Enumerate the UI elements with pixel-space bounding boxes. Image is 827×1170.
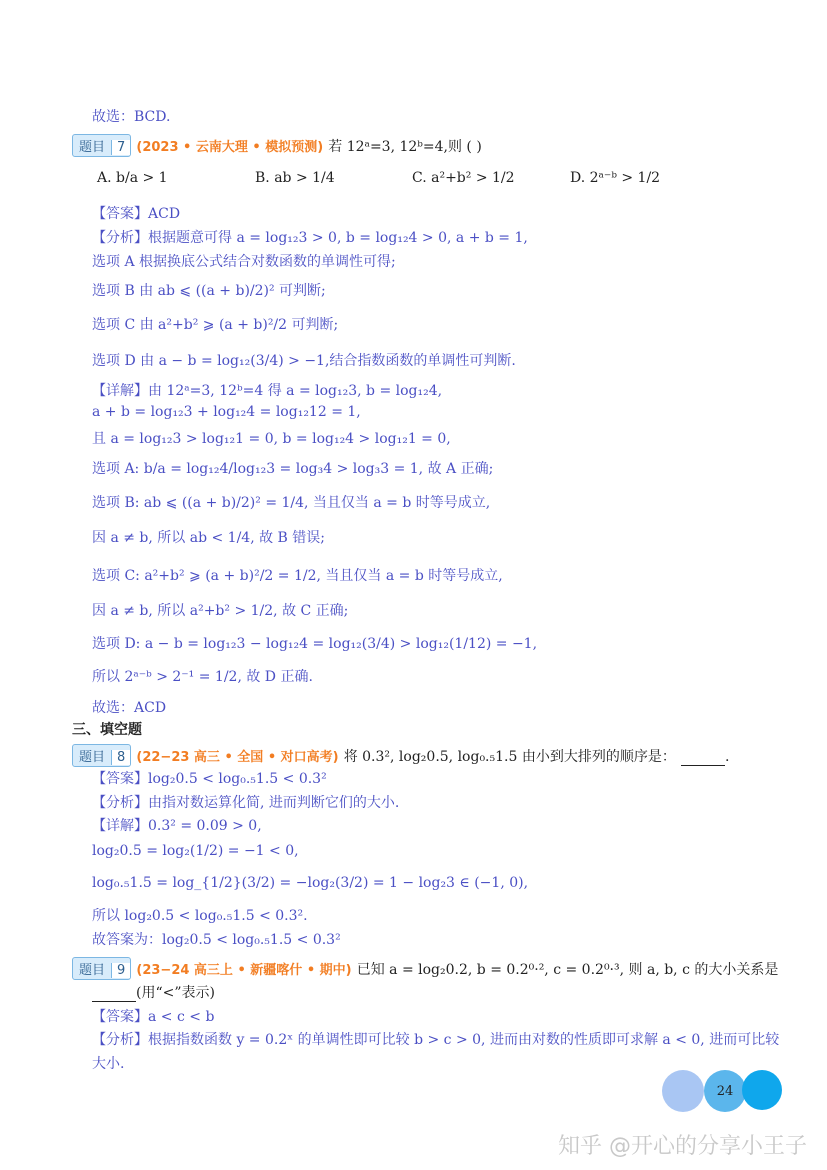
question-8-header [72,744,729,767]
detail-line: 因 a ≠ b, 所以 a²+b² > 1/2, 故 C 正确; [92,603,349,619]
question-stem: 已知 a = log₂0.2, b = 0.2⁰·², c = 0.2⁰·³, 则 a, b, c 的大小关系是 [356,962,779,978]
conclusion-line: 故选：BCD. [92,109,171,125]
question-source: (23−24 高三上 • 新疆喀什 • 期中) [136,963,352,978]
decor-circle [662,1070,704,1112]
question-stem: 若 12ᵃ=3, 12ᵇ=4,则 ( ) [328,139,482,155]
answer-line: 【答案】log₂0.5 < log₀.₅1.5 < 0.3² [92,771,327,787]
tag-label: 题目 [79,963,106,978]
tag-number: 7 [111,140,130,155]
detail-line: a + b = log₁₂3 + log₁₂4 = log₁₂12 = 1, [92,404,361,420]
question-source: (22−23 高三 • 全国 • 对口高考) [136,750,339,765]
analysis-line: 【分析】根据指数函数 y = 0.2ˣ 的单调性即可比较 b > c > 0, 进而由对数的性质即可求解 a < 0, 进而可比较 [92,1032,780,1048]
stem-end: . [724,749,730,765]
question-tag [72,957,131,980]
detail-line: 选项 B: ab ⩽ ((a + b)/2)² = 1/4, 当且仅当 a = b 时等号成立, [92,495,491,511]
detail-line: log₀.₅1.5 = log_{1/2}(3/2) = −log₂(3/2) = 1 − log₂3 ∈ (−1, 0), [92,875,529,891]
analysis-line: 【分析】根据题意可得 a = log₁₂3 > 0, b = log₁₂4 > 0, a + b = 1, [92,230,528,246]
question-source: (2023 • 云南大理 • 模拟预测) [136,140,324,155]
detail-line: 【详解】0.3² = 0.09 > 0, [92,818,262,834]
question-7-header [72,134,482,157]
answer-line: 【答案】ACD [92,206,181,222]
section-heading: 三、填空题 [72,722,142,738]
detail-line: 【详解】由 12ᵃ=3, 12ᵇ=4 得 a = log₁₂3, b = log₁₂4, [92,383,443,399]
tag-label: 题目 [79,750,106,765]
option-c: C. a²+b² > 1/2 [412,170,515,186]
analysis-line: 选项 A 根据换底公式结合对数函数的单调性可得; [92,254,396,270]
answer-line: 【答案】a < c < b [92,1009,215,1025]
tag-number: 8 [111,750,130,765]
stem-tail: (用“<”表示) [136,985,215,1001]
detail-line: 选项 C: a²+b² ⩾ (a + b)²/2 = 1/2, 当且仅当 a = b 时等号成立, [92,568,503,584]
option-a: A. b/a > 1 [97,170,168,186]
page-number: 24 [716,1083,734,1099]
analysis-line: 选项 C 由 a²+b² ⩾ (a + b)²/2 可判断; [92,317,339,333]
decor-circle [742,1070,782,1110]
question-tag [72,744,131,767]
detail-line: 且 a = log₁₂3 > log₁₂1 = 0, b = log₁₂4 > log₁₂1 = 0, [92,431,451,447]
watermark: 知乎 @开心的分享小王子 [558,1134,807,1159]
conclusion-line: 故答案为：log₂0.5 < log₀.₅1.5 < 0.3² [92,932,341,948]
option-d: D. 2ᵃ⁻ᵇ > 1/2 [570,170,661,186]
detail-line: 选项 D: a − b = log₁₂3 − log₁₂4 = log₁₂(3/4) > log₁₂(1/12) = −1, [92,636,538,652]
detail-line: 所以 2ᵃ⁻ᵇ > 2⁻¹ = 1/2, 故 D 正确. [92,669,313,685]
detail-line: log₂0.5 = log₂(1/2) = −1 < 0, [92,843,299,859]
question-tag [72,134,131,157]
tag-number: 9 [111,963,130,978]
page-number-badge [704,1070,746,1112]
detail-line: 选项 A: b/a = log₁₂4/log₁₂3 = log₃4 > log₃3 = 1, 故 A 正确; [92,461,494,477]
answer-blank [681,746,725,766]
analysis-line: 选项 B 由 ab ⩽ ((a + b)/2)² 可判断; [92,283,326,299]
option-b: B. ab > 1/4 [255,170,335,186]
analysis-line: 【分析】由指对数运算化简, 进而判断它们的大小. [92,795,400,811]
question-9-line2 [92,982,215,1002]
detail-line: 所以 log₂0.5 < log₀.₅1.5 < 0.3². [92,908,308,924]
tag-label: 题目 [79,140,106,155]
analysis-line: 选项 D 由 a − b = log₁₂(3/4) > −1,结合指数函数的单调性可判断. [92,353,516,369]
detail-line: 因 a ≠ b, 所以 ab < 1/4, 故 B 错误; [92,530,326,546]
conclusion-line: 故选：ACD [92,700,167,716]
question-9-header [72,957,778,980]
question-stem: 将 0.3², log₂0.5, log₀.₅1.5 由小到大排列的顺序是： [343,749,676,765]
analysis-line: 大小. [92,1056,125,1072]
answer-blank [92,985,136,1002]
